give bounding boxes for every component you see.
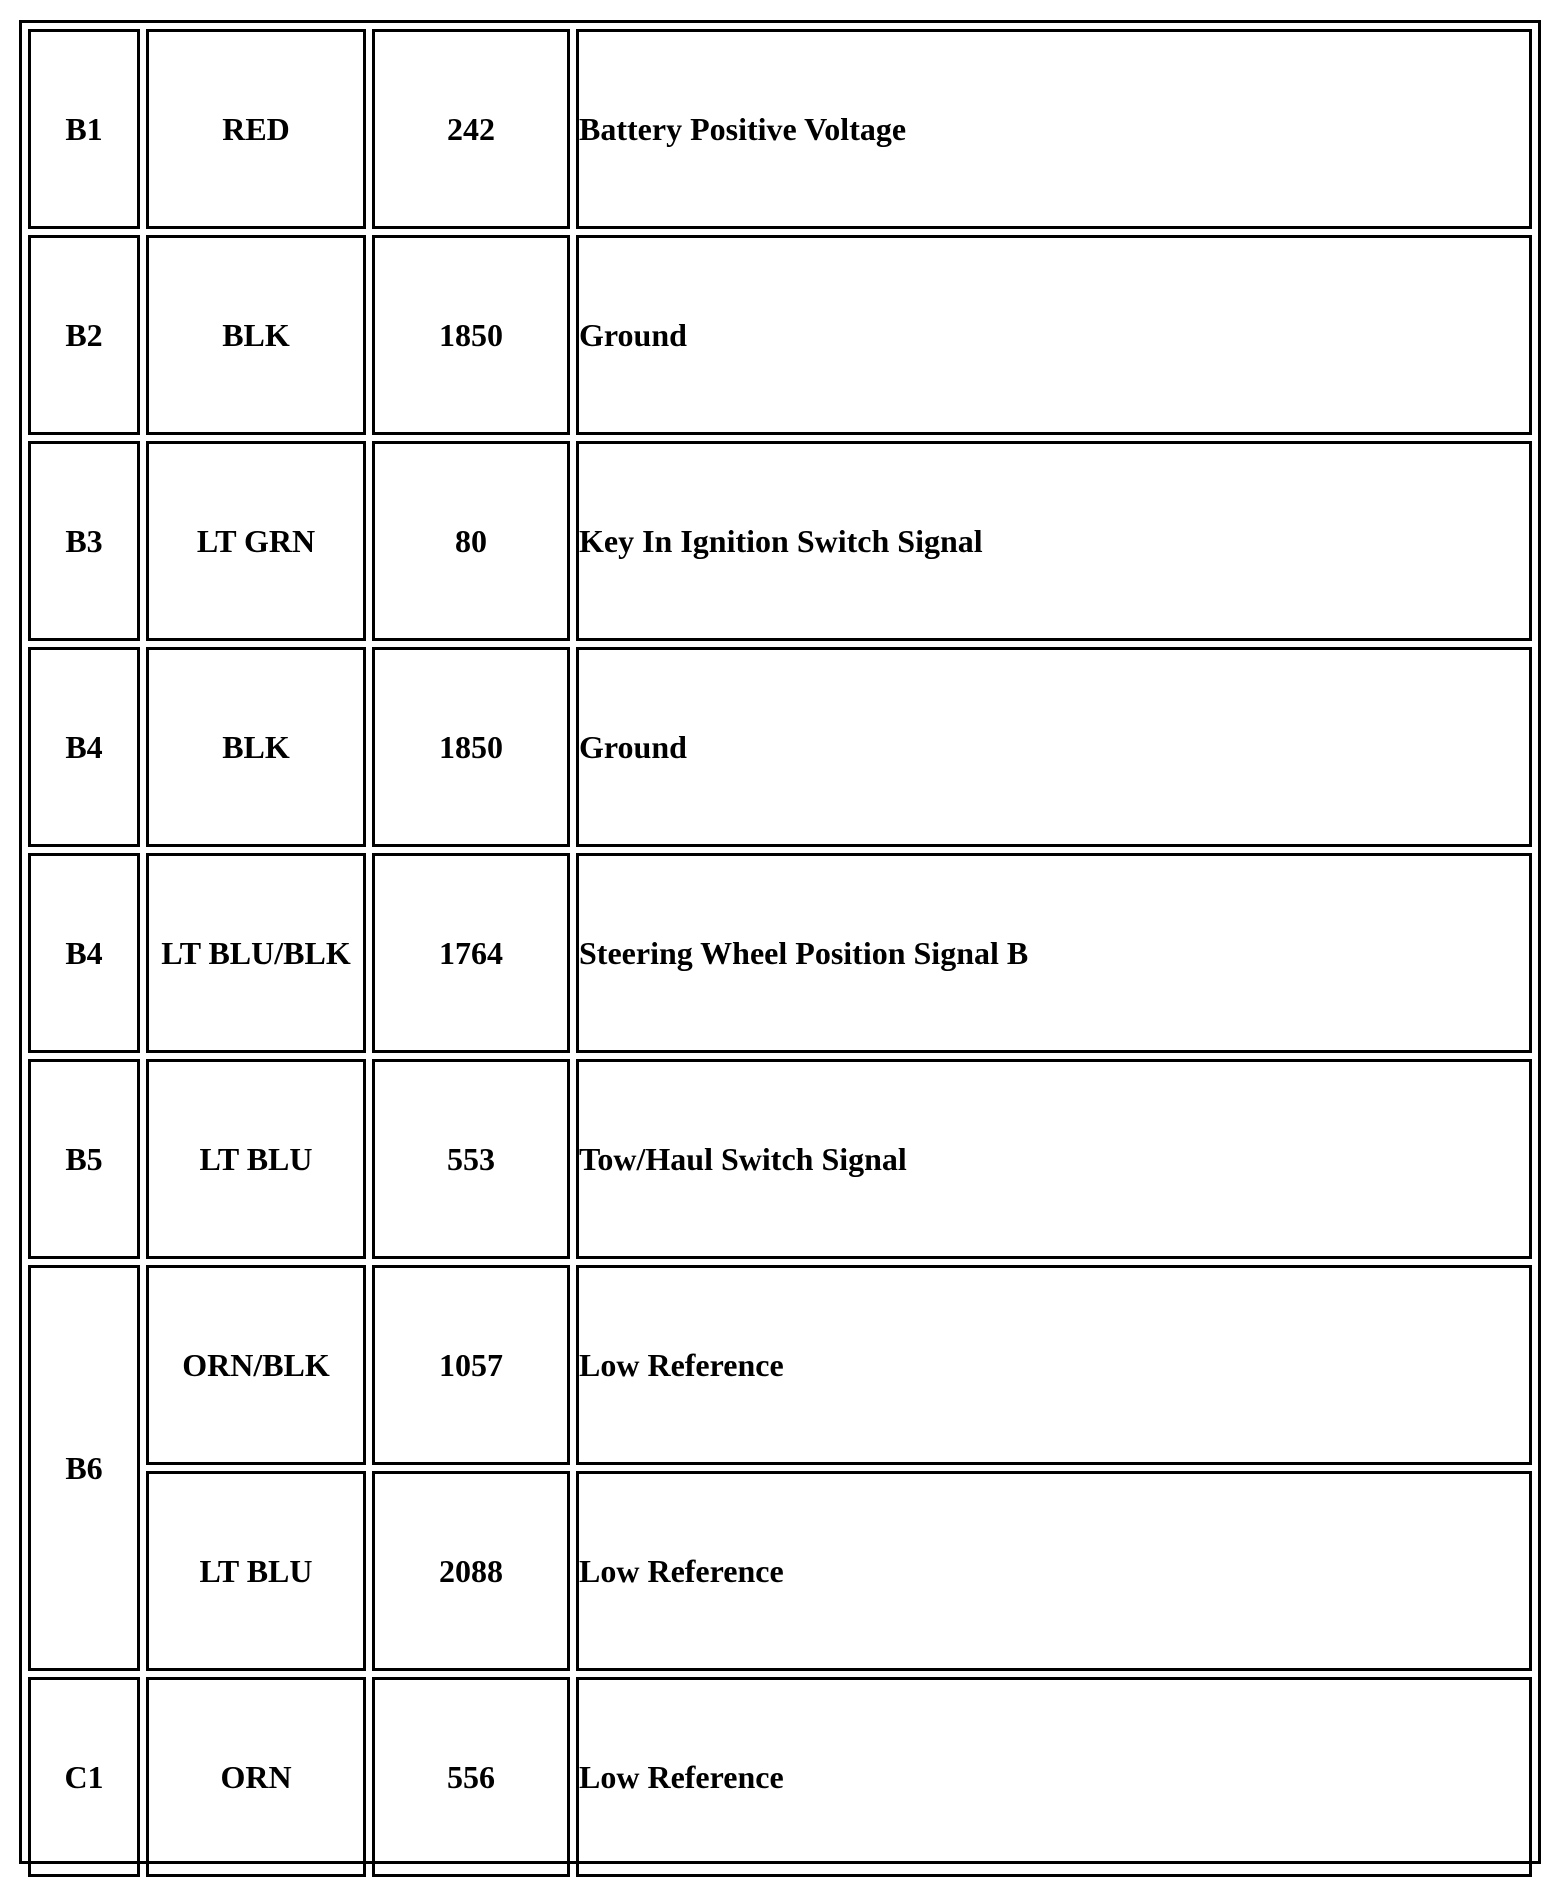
circuit-number-cell: 1764: [372, 853, 570, 1053]
function-cell: Ground: [576, 235, 1532, 435]
circuit-number-cell: 1057: [372, 1265, 570, 1465]
wire-color-cell: LT BLU: [146, 1471, 366, 1671]
function-cell: Steering Wheel Position Signal B: [576, 853, 1532, 1053]
circuit-number-cell: 556: [372, 1677, 570, 1877]
circuit-number-cell: 80: [372, 441, 570, 641]
circuit-number-cell: 1850: [372, 647, 570, 847]
table-row: [28, 1265, 1532, 1465]
wire-color-cell: BLK: [146, 235, 366, 435]
circuit-number-cell: 242: [372, 29, 570, 229]
circuit-number-cell: 2088: [372, 1471, 570, 1671]
table-row: [28, 29, 1532, 229]
wire-color-cell: LT BLU: [146, 1059, 366, 1259]
connector-pin-table: [19, 20, 1541, 1864]
table-row: [28, 1059, 1532, 1259]
pin-cell: C1: [28, 1677, 140, 1877]
wire-color-cell: ORN/BLK: [146, 1265, 366, 1465]
pin-cell: B4: [28, 853, 140, 1053]
wire-color-cell: LT BLU/BLK: [146, 853, 366, 1053]
table-row: [28, 1471, 1532, 1671]
wire-color-cell: RED: [146, 29, 366, 229]
function-cell: Battery Positive Voltage: [576, 29, 1532, 229]
pin-cell: B4: [28, 647, 140, 847]
pin-cell: B5: [28, 1059, 140, 1259]
function-cell: Tow/Haul Switch Signal: [576, 1059, 1532, 1259]
table-row: [28, 441, 1532, 641]
table-body: [28, 29, 1532, 1877]
pin-table: [22, 23, 1538, 1883]
function-cell: Low Reference: [576, 1265, 1532, 1465]
circuit-number-cell: 1850: [372, 235, 570, 435]
pin-cell: B6: [28, 1265, 140, 1671]
pin-cell: B2: [28, 235, 140, 435]
function-cell: Ground: [576, 647, 1532, 847]
circuit-number-cell: 553: [372, 1059, 570, 1259]
function-cell: Low Reference: [576, 1471, 1532, 1671]
pin-cell: B1: [28, 29, 140, 229]
table-row: [28, 853, 1532, 1053]
function-cell: Key In Ignition Switch Signal: [576, 441, 1532, 641]
wire-color-cell: LT GRN: [146, 441, 366, 641]
wire-color-cell: BLK: [146, 647, 366, 847]
table-row: [28, 1677, 1532, 1877]
table-row: [28, 647, 1532, 847]
function-cell: Low Reference: [576, 1677, 1532, 1877]
pin-cell: B3: [28, 441, 140, 641]
wire-color-cell: ORN: [146, 1677, 366, 1877]
table-row: [28, 235, 1532, 435]
